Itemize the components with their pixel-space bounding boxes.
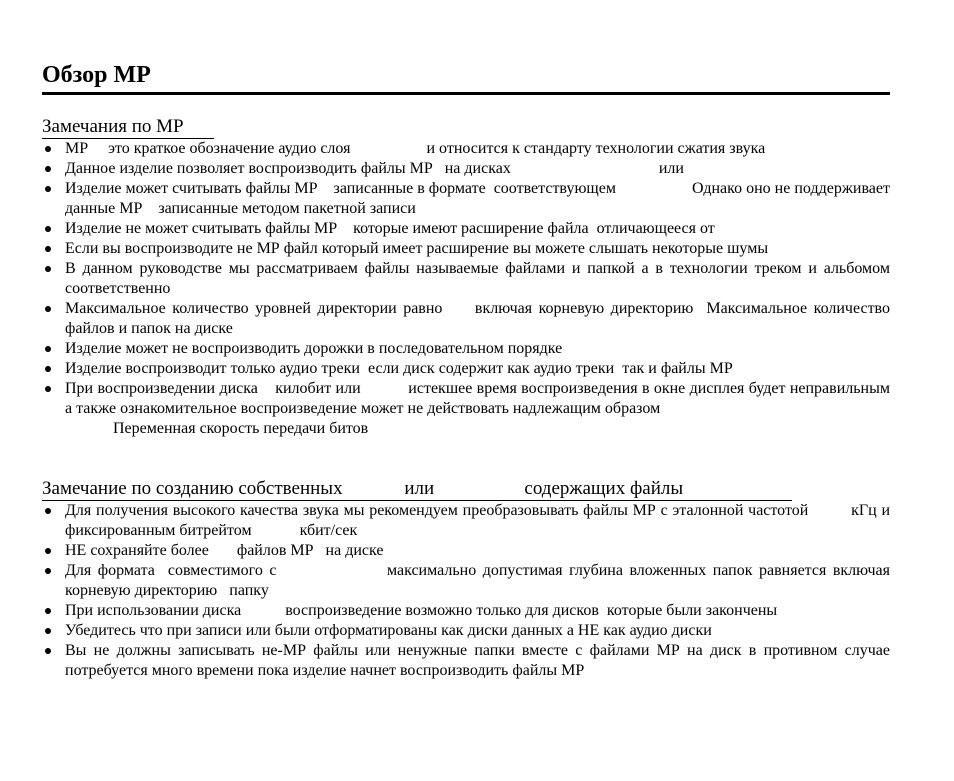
bullet-icon [45, 648, 51, 654]
bullet-icon [45, 246, 51, 252]
bullet-icon [45, 346, 51, 352]
mp-notes-list [42, 139, 898, 439]
list-item [42, 239, 890, 259]
bullet-icon [45, 226, 51, 232]
list-item [42, 621, 890, 641]
list-item [42, 159, 890, 179]
list-item-text: Изделие может считывать файлы МР записанные в формате соответствующем Однако оно не поддерживает данные МР записанные методом пакетной записи [65, 180, 894, 217]
bullet-icon [45, 366, 51, 372]
list-item-text: МР это краткое обозначение аудио слоя и относится к стандарту технологии сжатия звука [65, 140, 766, 157]
bullet-icon [45, 266, 51, 272]
bullet-icon [45, 166, 51, 172]
mp-notes-heading: Замечания по МР [42, 116, 214, 139]
list-item-text: Максимальное количество уровней директории равно включая корневую директорию Максимальное количество файлов и папок на диске [65, 300, 894, 337]
list-item [42, 259, 890, 299]
list-item [42, 379, 898, 439]
title-rule [42, 92, 890, 95]
list-item [42, 541, 890, 561]
bullet-icon [45, 548, 51, 554]
page-title: Обзор МР [42, 62, 151, 88]
list-item [42, 139, 890, 159]
bullet-icon [45, 146, 51, 152]
bullet-icon [45, 628, 51, 634]
list-item [42, 501, 894, 541]
disc-creation-heading: Замечание по созданию собственных или содержащих файлы [42, 478, 792, 501]
list-item-text: Убедитесь что при записи или были отформатированы как диски данных а НЕ как аудио диски [65, 622, 712, 639]
list-item-text: Вы не должны записывать не-МР файлы или ненужные папки вместе с файлами МР на диск в противном случае потребуется много времени пока изделие начнет воспроизводить файлы МР [65, 642, 890, 679]
list-item-text: При воспроизведении диска килобит или истекшее время воспроизведения в окне дисплея будет неправильным а также ознакомительное воспроизведение может не действовать надлежащим образом [65, 380, 898, 417]
list-item [42, 601, 890, 621]
bullet-icon [45, 568, 51, 574]
list-item [42, 299, 894, 339]
list-item-text: Изделие воспроизводит только аудио треки если диск содержит как аудио треки так и файлы МР [65, 360, 733, 377]
list-item-text: Изделие может не воспроизводить дорожки в последовательном порядке [65, 340, 563, 357]
vbr-note: Переменная скорость передачи битов [113, 420, 369, 437]
list-item-text: Данное изделие позволяет воспроизводить файлы МР на дисках или [65, 160, 684, 177]
disc-creation-list [42, 501, 894, 681]
bullet-icon [45, 508, 51, 514]
list-item [42, 359, 890, 379]
list-item-text: При использовании диска воспроизведение возможно только для дисков которые были закончены [65, 602, 778, 619]
list-item-text: Если вы воспроизводите не МР файл который имеет расширение вы можете слышать некоторые шумы [65, 240, 769, 257]
list-item [42, 179, 894, 219]
bullet-icon [45, 186, 51, 192]
list-item [42, 339, 890, 359]
list-item [42, 561, 894, 601]
list-item-text: НЕ сохраняйте более файлов МР на диске [65, 542, 384, 559]
list-item-text: Для формата совместимого с максимально допустимая глубина вложенных папок равняется включая корневую директорию папку [65, 562, 894, 599]
bullet-icon [45, 608, 51, 614]
list-item [42, 641, 890, 681]
list-item [42, 219, 890, 239]
bullet-icon [45, 386, 51, 392]
list-item-text: В данном руководстве мы рассматриваем файлы называемые файлами и папкой а в технологии треком и альбомом соответственно [65, 260, 890, 297]
list-item-text: Для получения высокого качества звука мы рекомендуем преобразовывать файлы МР с эталонной частотой кГц и фиксированным битрейтом кбит/сек [65, 502, 894, 539]
bullet-icon [45, 306, 51, 312]
disc-creation-section [42, 478, 894, 681]
list-item-text: Изделие не может считывать файлы МР которые имеют расширение файла отличающееся от [65, 220, 715, 237]
mp-notes-section [42, 116, 898, 439]
